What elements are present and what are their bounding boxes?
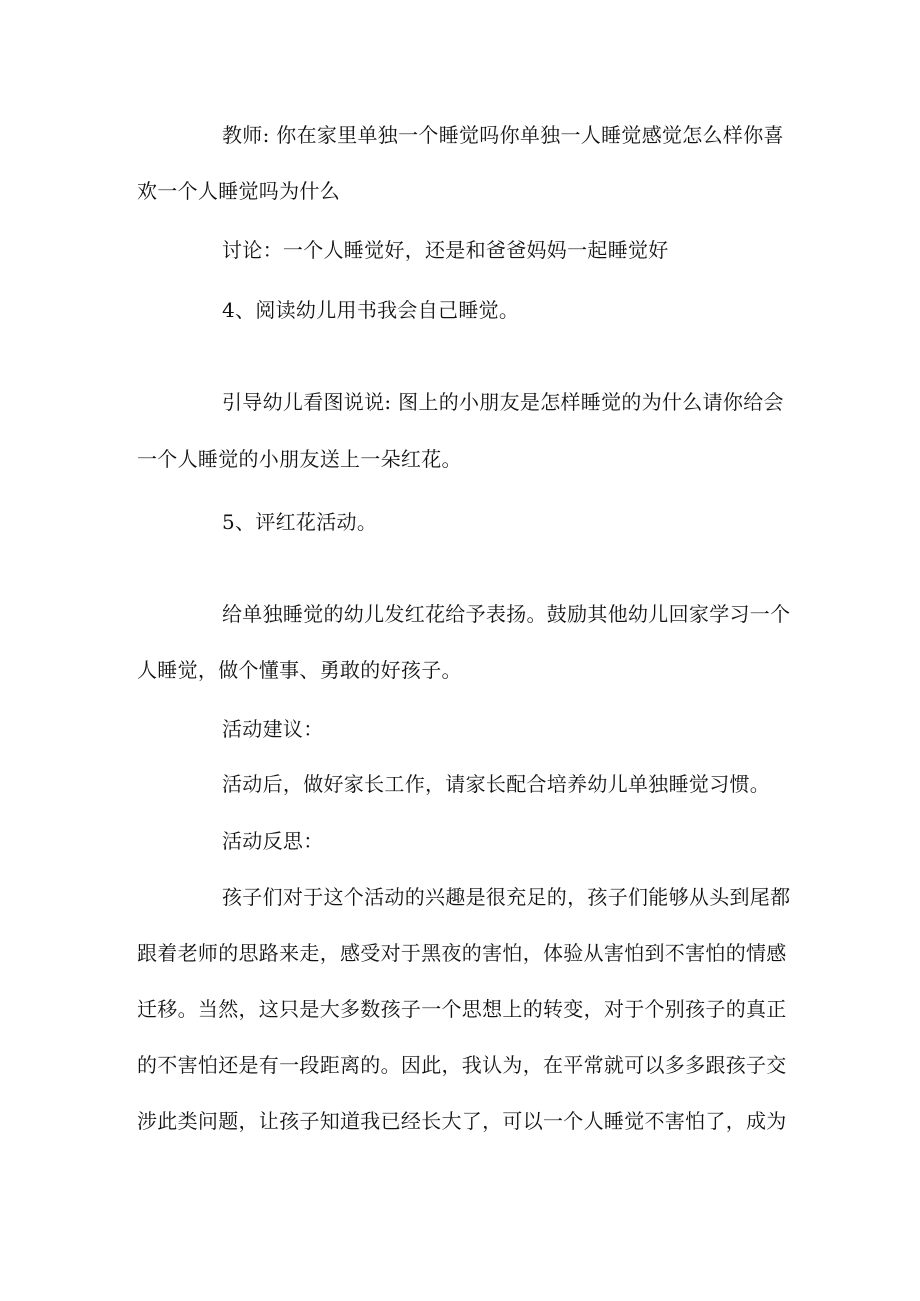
paragraph-guide-line-1: 引导幼儿看图说说: 图上的小朋友是怎样睡觉的为什么请你给会 xyxy=(222,390,784,414)
section-heading-4: 4、阅读幼儿用书我会自己睡觉。 xyxy=(222,298,520,322)
paragraph-discussion: 讨论：一个人睡觉好，还是和爸爸妈妈一起睡觉好 xyxy=(222,238,669,262)
paragraph-reflection-line-2: 跟着老师的思路来走，感受对于黑夜的害怕，体验从害怕到不害怕的情感 xyxy=(137,941,787,965)
paragraph-praise-line-2: 人睡觉，做个懂事、勇敢的好孩子。 xyxy=(137,658,462,682)
paragraph-reflection-line-5: 涉此类问题，让孩子知道我已经长大了，可以一个人睡觉不害怕了，成为 xyxy=(137,1109,787,1133)
paragraph-reflection-line-4: 的不害怕还是有一段距离的。因此，我认为，在平常就可以多多跟孩子交 xyxy=(137,1053,787,1077)
paragraph-praise-line-1: 给单独睡觉的幼儿发红花给予表扬。鼓励其他幼儿回家学习一个 xyxy=(222,602,791,626)
heading-activity-suggestion: 活动建议： xyxy=(222,717,324,741)
paragraph-teacher-question-line-1: 教师: 你在家里单独一个睡觉吗你单独一人睡觉感觉怎么样你喜 xyxy=(222,123,784,147)
section-heading-5: 5、评红花活动。 xyxy=(222,510,378,534)
heading-activity-reflection: 活动反思： xyxy=(222,829,324,853)
paragraph-guide-line-2: 一个人睡觉的小朋友送上一朵红花。 xyxy=(137,447,462,471)
paragraph-teacher-question-line-2: 欢一个人睡觉吗为什么 xyxy=(137,179,340,203)
paragraph-suggestion: 活动后，做好家长工作，请家长配合培养幼儿单独睡觉习惯。 xyxy=(222,772,771,796)
paragraph-reflection-line-3: 迁移。当然，这只是大多数孩子一个思想上的转变，对于个别孩子的真正 xyxy=(137,997,787,1021)
paragraph-reflection-line-1: 孩子们对于这个活动的兴趣是很充足的，孩子们能够从头到尾都 xyxy=(222,885,791,909)
